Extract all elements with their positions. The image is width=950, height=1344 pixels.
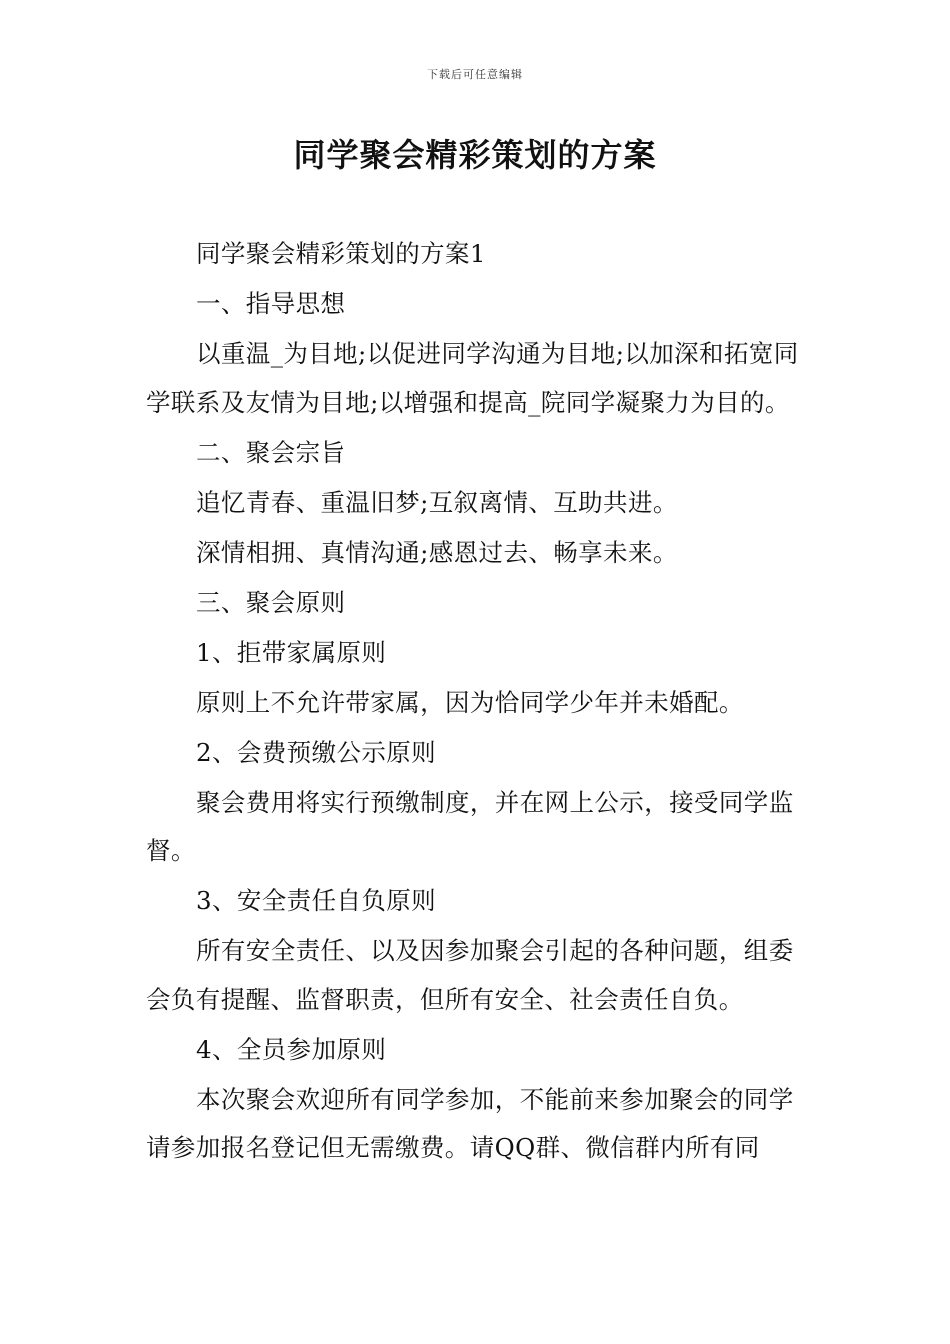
paragraph-section-1-heading: 一、指导思想 xyxy=(196,289,346,318)
paragraph-guiding-ideas: 以重温_为目地;以促进同学沟通为目地;以加深和拓宽同学联系及友情为目地;以增强和提高_院同学凝聚力为目的。 xyxy=(146,339,799,417)
paragraph-purpose-line-1: 追忆青春、重温旧梦;互叙离情、互助共进。 xyxy=(196,487,678,517)
paragraph-principle-1-text: 原则上不允许带家属，因为恰同学少年并未婚配。 xyxy=(196,687,744,717)
paragraph-principle-3-heading: 3、安全责任自负原则 xyxy=(196,886,437,915)
paragraph-purpose-line-2: 深情相拥、真情沟通;感恩过去、畅享未来。 xyxy=(196,537,678,567)
paragraph-section-2-heading: 二、聚会宗旨 xyxy=(196,437,346,467)
header-note: 下载后可任意编辑 xyxy=(427,68,523,81)
paragraph-principle-3-text: 所有安全责任、以及因参加聚会引起的各种问题，组委会负有提醒、监督职责，但所有安全、社会责任自负。 xyxy=(146,936,794,1014)
paragraph-plan-heading: 同学聚会精彩策划的方案1 xyxy=(196,239,486,268)
paragraph-principle-4-text: 本次聚会欢迎所有同学参加，不能前来参加聚会的同学请参加报名登记但无需缴费。请QQ群、微信群内所有同 xyxy=(146,1084,794,1162)
document-body xyxy=(146,230,808,1173)
paragraph-principle-1-heading: 1、拒带家属原则 xyxy=(196,637,387,667)
paragraph-section-3-heading: 三、聚会原则 xyxy=(196,587,346,617)
paragraph-principle-4-heading: 4、全员参加原则 xyxy=(196,1034,387,1064)
paragraph-principle-2-text: 聚会费用将实行预缴制度，并在网上公示，接受同学监督。 xyxy=(146,787,794,865)
paragraph-principle-2-heading: 2、会费预缴公示原则 xyxy=(196,737,437,767)
document-title: 同学聚会精彩策划的方案 xyxy=(293,136,657,174)
